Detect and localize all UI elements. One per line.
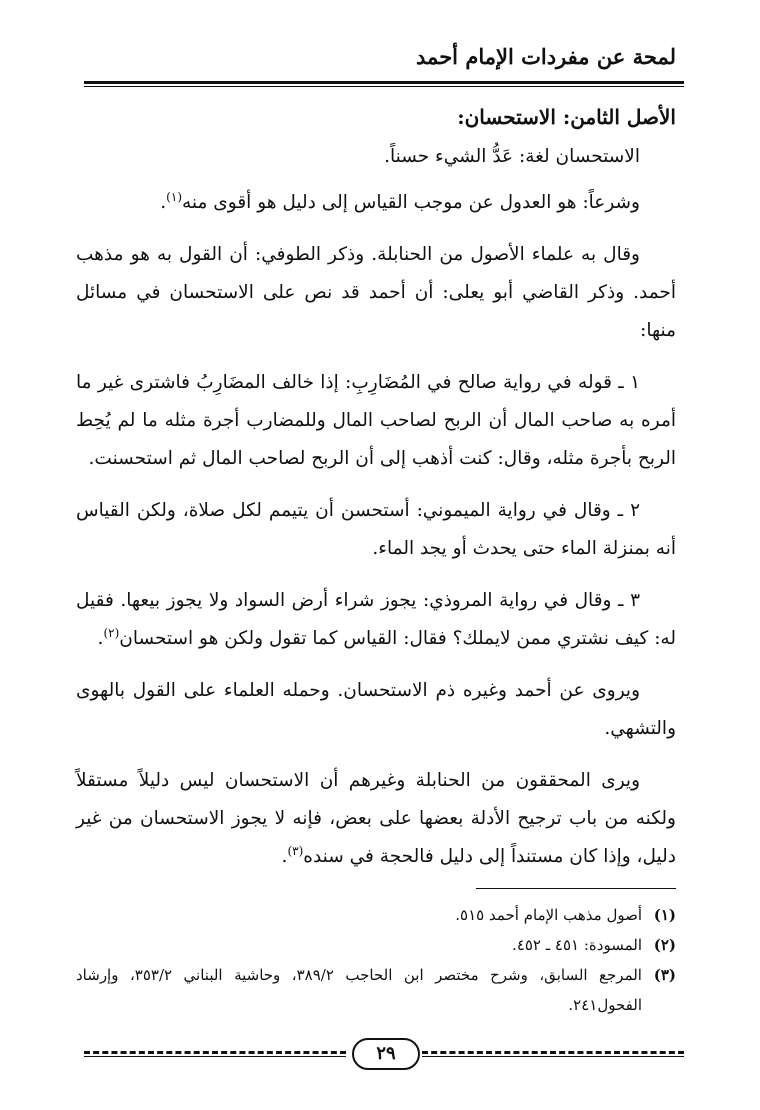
paragraph-text: ٢ ـ وقال في رواية الميموني: أستحسن أن يتيمم لكل صلاة، ولكن القياس أنه بمنزلة الماء حتى يحدث أو يجد الماء. <box>76 500 676 559</box>
footnote-reference[interactable]: (٢) <box>103 625 120 640</box>
section-heading: الأصل الثامن: الاستحسان: <box>457 105 676 129</box>
footnote-number: (٢) <box>653 936 676 954</box>
page-number: ٢٩ <box>352 1038 420 1070</box>
footnote-text: المسودة: ٤٥١ ـ ٤٥٢. <box>512 936 642 954</box>
paragraph-text: وقال به علماء الأصول من الحنابلة. وذكر الطوفي: أن القول به هو مذهب أحمد. وذكر القاضي أبو يعلى: أن أحمد قد نص على الاستحسان في مسائل منها: <box>76 244 676 341</box>
paragraph-text: ٣ ـ وقال في رواية المروذي: يجوز شراء أرض السواد ولا يجوز بيعها. فقيل له: كيف نشتري ممن لايملك؟ فقال: القياس كما تقول ولكن هو استحسان <box>76 590 676 649</box>
footnote-text: المرجع السابق، وشرح مختصر ابن الحاجب ٣٨٩/٢، وحاشية البناني ٣٥٣/٢، وإرشاد الفحول٢٤١. <box>76 966 642 1014</box>
footnote-separator <box>476 888 676 889</box>
page-footer <box>84 1038 684 1070</box>
footer-ornament-right <box>422 1051 684 1054</box>
paragraph-text: ويروى عن أحمد وغيره ذم الاستحسان. وحمله العلماء على القول بالهوى والتشهي. <box>76 680 676 739</box>
footnote-reference[interactable]: (٣) <box>287 843 304 858</box>
header-rule <box>84 81 684 84</box>
footer-ornament-left <box>84 1051 346 1054</box>
paragraph-text: وشرعاً: هو العدول عن موجب القياس إلى دليل هو أقوى منه <box>182 192 640 213</box>
footnote-reference[interactable]: (١) <box>166 189 182 204</box>
paragraph-text: الاستحسان لغة: عَدُّ الشيء حسناً. <box>384 146 640 167</box>
paragraph-text: ويرى المحققون من الحنابلة وغيرهم أن الاستحسان ليس دليلاً مستقلاً ولكنه من باب ترجيح الأدلة بعضها على بعض، فإنه لا يجوز الاستحسان من غير دليل، وإذا كان مستنداً إلى دليل فالحجة في سنده <box>76 770 676 867</box>
footnote-number: (٣) <box>653 966 676 984</box>
paragraph-example-2 <box>76 492 676 568</box>
paragraph-hanbali-position <box>76 236 676 350</box>
paragraph-end: . <box>281 846 288 867</box>
paragraph-verifiers-view <box>76 762 676 876</box>
paragraph-text: ١ ـ قوله في رواية صالح في المُضَارِبِ: إذا خالف المضَارِبُ فاشترى غير ما أمره به صاحب المال أن الربح لصاحب المال وللمضارب أجرة مثله ما لم يُحِط الربح بأجرة مثله، وقال: كنت أذهب إلى أن الربح لصاحب المال ثم استحسنت. <box>76 372 676 469</box>
footnote-2 <box>76 930 676 960</box>
body-text <box>76 98 676 884</box>
footnotes <box>76 900 676 1020</box>
paragraph-example-3 <box>76 582 676 658</box>
paragraph-definition-language <box>76 138 676 176</box>
paragraph-example-1 <box>76 364 676 478</box>
paragraph-definition-technical <box>76 184 676 222</box>
running-header: لمحة عن مفردات الإمام أحمد <box>416 44 676 69</box>
paragraph-end: . <box>160 192 167 213</box>
footnote-text: أصول مذهب الإمام أحمد ٥١٥. <box>455 906 642 924</box>
footnote-number: (١) <box>653 906 676 924</box>
footnote-1 <box>76 900 676 930</box>
footnote-3 <box>76 960 676 1020</box>
paragraph-end: . <box>97 628 104 649</box>
paragraph-criticism <box>76 672 676 748</box>
